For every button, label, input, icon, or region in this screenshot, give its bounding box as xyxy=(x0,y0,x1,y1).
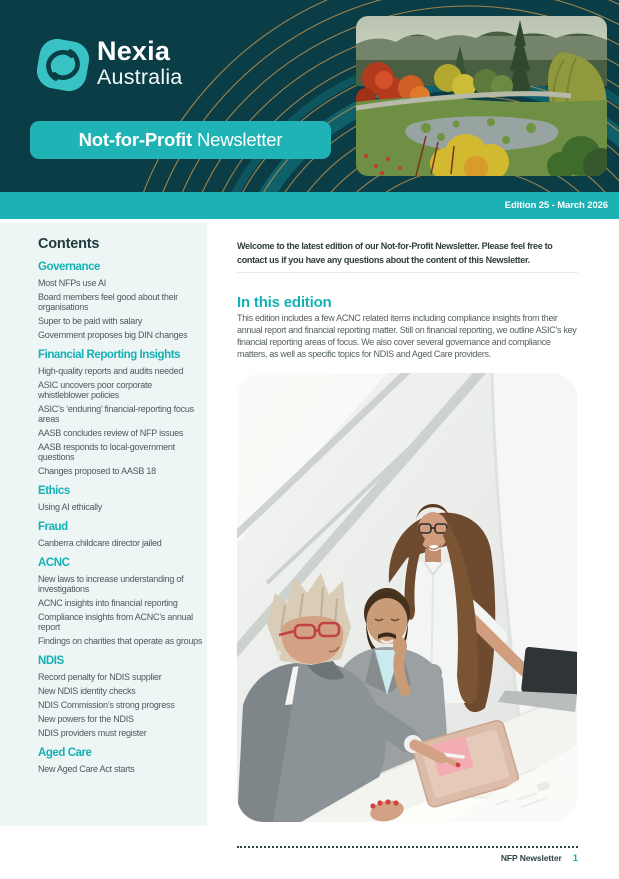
toc-item[interactable]: New NDIS identity checks xyxy=(38,686,136,696)
header-garden-photo xyxy=(356,16,607,176)
banner-title-bold: Not-for-Profit xyxy=(78,129,192,150)
toc-section-heading: ACNC xyxy=(38,557,70,569)
page-number: 1 xyxy=(572,853,578,864)
contents-sections xyxy=(38,261,203,774)
toc-section xyxy=(38,521,203,548)
banner-title-regular: Newsletter xyxy=(196,129,283,150)
brand-name: Nexia xyxy=(97,36,171,66)
brand-region: Australia xyxy=(97,65,183,89)
toc-item[interactable]: Compliance insights from ACNC’s annual report xyxy=(38,612,193,632)
toc-item[interactable]: New laws to increase understanding of investigations xyxy=(38,574,184,594)
toc-item[interactable]: Using AI ethically xyxy=(38,502,103,512)
toc-item[interactable]: Changes proposed to AASB 18 xyxy=(38,466,156,476)
toc-item[interactable]: AASB responds to local-government questions xyxy=(38,442,175,462)
toc-item[interactable]: ASIC uncovers poor corporate whistleblower policies xyxy=(38,380,153,400)
team-photo xyxy=(237,373,577,822)
toc-section xyxy=(38,485,203,512)
toc-item[interactable]: Board members feel good about their organisations xyxy=(38,292,178,312)
edition-bar xyxy=(0,192,619,219)
welcome-text: Welcome to the latest edition of our Not-for-Profit Newsletter. Please feel free to contact us if you have any questions about the content of this Newsletter. xyxy=(237,241,553,265)
toc-item[interactable]: Super to be paid with salary xyxy=(38,316,143,326)
toc-item[interactable]: AASB concludes review of NFP issues xyxy=(38,428,184,438)
contents-sidebar xyxy=(0,223,207,826)
footer-dotted-divider xyxy=(237,846,578,848)
toc-section xyxy=(38,261,203,340)
toc-section xyxy=(38,349,203,476)
edition-label: Edition 25 - March 2026 xyxy=(504,200,608,211)
toc-item[interactable]: High-quality reports and audits needed xyxy=(38,366,184,376)
newsletter-title-banner xyxy=(30,121,331,159)
contents-title: Contents xyxy=(38,236,100,252)
toc-section-heading: Fraud xyxy=(38,521,68,533)
toc-item[interactable]: Record penalty for NDIS supplier xyxy=(38,672,162,682)
toc-item[interactable]: Canberra childcare director jailed xyxy=(38,538,162,548)
divider xyxy=(237,272,578,273)
toc-item[interactable]: NDIS providers must register xyxy=(38,728,147,738)
edition-summary: This edition includes a few ACNC related items including compliance insights from their annual report and financial reporting matter. Still on financial reporting, we outline ASIC’s key financial reporting areas of focus. We also cover several governance and compliance matters, as well as specific topics for NDIS and Aged Care providers. xyxy=(237,313,577,359)
toc-section-heading: NDIS xyxy=(38,655,64,667)
toc-item[interactable]: New powers for the NDIS xyxy=(38,714,134,724)
toc-item[interactable]: ACNC insights into financial reporting xyxy=(38,598,178,608)
toc-item[interactable]: NDIS Commission’s strong progress xyxy=(38,700,175,710)
toc-section xyxy=(38,557,203,646)
toc-item[interactable]: Most NFPs use AI xyxy=(38,278,107,288)
header xyxy=(0,0,619,192)
footer-newsletter-label: NFP Newsletter xyxy=(500,853,562,863)
nexia-knot-icon xyxy=(36,38,90,92)
toc-section xyxy=(38,747,203,774)
toc-section-heading: Ethics xyxy=(38,485,70,497)
toc-section-heading: Financial Reporting Insights xyxy=(38,349,181,361)
toc-item[interactable]: New Aged Care Act starts xyxy=(38,764,135,774)
toc-section-heading: Governance xyxy=(38,261,100,273)
toc-item[interactable]: Findings on charities that operate as groups xyxy=(38,636,203,646)
toc-item[interactable]: Government proposes big DIN changes xyxy=(38,330,188,340)
nexia-logo xyxy=(36,38,182,92)
in-this-edition-heading: In this edition xyxy=(237,294,332,311)
toc-item[interactable]: ASIC’s ‘enduring’ financial-reporting focus areas xyxy=(38,404,194,424)
footer xyxy=(237,853,578,864)
brand-text xyxy=(97,38,182,90)
toc-section-heading: Aged Care xyxy=(38,747,92,759)
toc-section xyxy=(38,655,203,738)
